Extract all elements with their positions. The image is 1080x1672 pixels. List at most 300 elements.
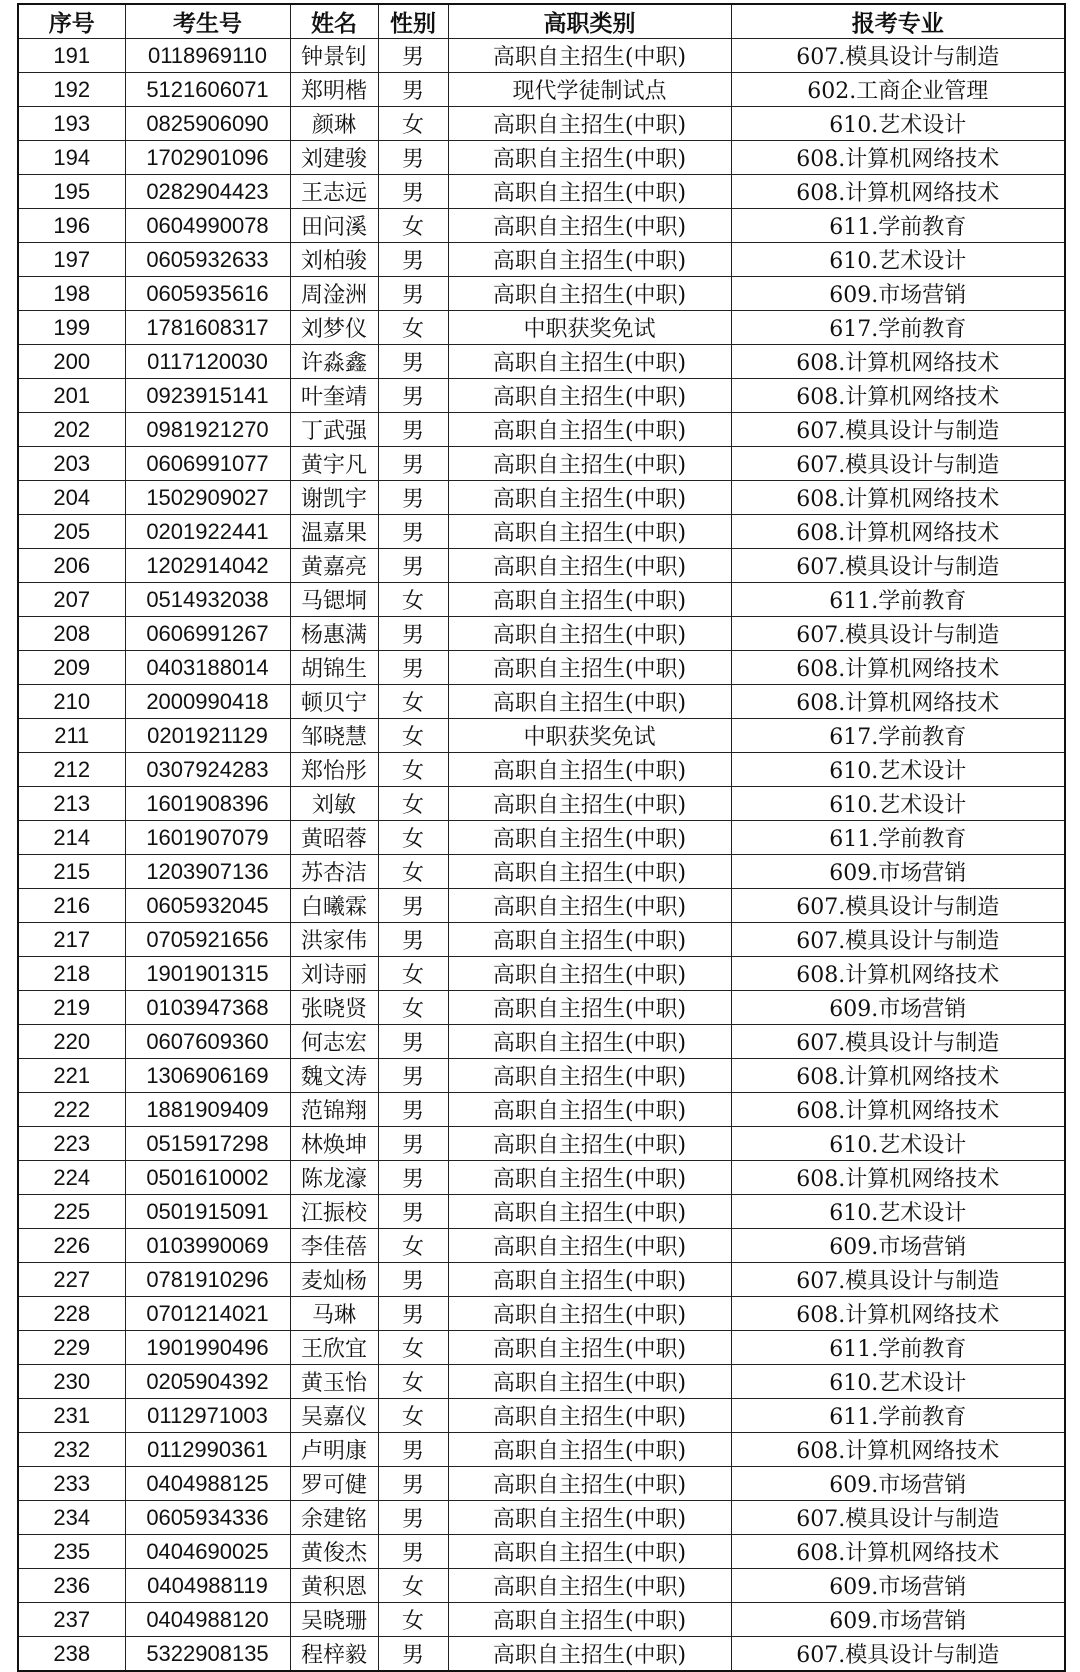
cell-serial: 228 bbox=[18, 1297, 125, 1331]
cell-serial: 227 bbox=[18, 1263, 125, 1297]
cell-name: 郑明楷 bbox=[290, 73, 378, 107]
cell-exam-number: 0515917298 bbox=[125, 1127, 290, 1161]
cell-name: 白曦霖 bbox=[290, 889, 378, 923]
table-row bbox=[18, 1127, 1065, 1161]
cell-exam-number: 0825906090 bbox=[125, 107, 290, 141]
cell-major: 602.工商企业管理 bbox=[731, 73, 1065, 107]
cell-exam-number: 0282904423 bbox=[125, 175, 290, 209]
table-row bbox=[18, 957, 1065, 991]
cell-major: 608.计算机网络技术 bbox=[731, 515, 1065, 549]
cell-category: 高职自主招生(中职) bbox=[448, 481, 731, 515]
cell-category: 高职自主招生(中职) bbox=[448, 1603, 731, 1637]
cell-serial: 191 bbox=[18, 39, 125, 73]
cell-exam-number: 0201922441 bbox=[125, 515, 290, 549]
cell-exam-number: 1202914042 bbox=[125, 549, 290, 583]
cell-serial: 213 bbox=[18, 787, 125, 821]
cell-exam-number: 0501610002 bbox=[125, 1161, 290, 1195]
cell-serial: 217 bbox=[18, 923, 125, 957]
cell-name: 刘敏 bbox=[290, 787, 378, 821]
cell-major: 608.计算机网络技术 bbox=[731, 1161, 1065, 1195]
cell-name: 魏文涛 bbox=[290, 1059, 378, 1093]
cell-major: 607.模具设计与制造 bbox=[731, 39, 1065, 73]
cell-major: 608.计算机网络技术 bbox=[731, 1093, 1065, 1127]
table-row bbox=[18, 1025, 1065, 1059]
cell-category: 高职自主招生(中职) bbox=[448, 1127, 731, 1161]
cell-name: 刘柏骏 bbox=[290, 243, 378, 277]
cell-exam-number: 0604990078 bbox=[125, 209, 290, 243]
cell-major: 607.模具设计与制造 bbox=[731, 447, 1065, 481]
cell-serial: 218 bbox=[18, 957, 125, 991]
cell-major: 610.艺术设计 bbox=[731, 107, 1065, 141]
table-row bbox=[18, 719, 1065, 753]
table-row bbox=[18, 889, 1065, 923]
cell-serial: 193 bbox=[18, 107, 125, 141]
cell-major: 610.艺术设计 bbox=[731, 753, 1065, 787]
cell-gender: 男 bbox=[378, 1025, 448, 1059]
cell-serial: 210 bbox=[18, 685, 125, 719]
table-row bbox=[18, 651, 1065, 685]
cell-gender: 男 bbox=[378, 515, 448, 549]
header-category: 高职类别 bbox=[448, 4, 731, 39]
cell-category: 高职自主招生(中职) bbox=[448, 957, 731, 991]
cell-serial: 232 bbox=[18, 1433, 125, 1467]
cell-major: 610.艺术设计 bbox=[731, 1365, 1065, 1399]
cell-gender: 女 bbox=[378, 1331, 448, 1365]
table-row bbox=[18, 1603, 1065, 1637]
cell-major: 608.计算机网络技术 bbox=[731, 141, 1065, 175]
header-major: 报考专业 bbox=[731, 4, 1065, 39]
cell-gender: 男 bbox=[378, 243, 448, 277]
cell-category: 高职自主招生(中职) bbox=[448, 1637, 731, 1672]
table-row bbox=[18, 39, 1065, 73]
cell-name: 黄俊杰 bbox=[290, 1535, 378, 1569]
table-row bbox=[18, 107, 1065, 141]
cell-category: 高职自主招生(中职) bbox=[448, 447, 731, 481]
cell-category: 高职自主招生(中职) bbox=[448, 583, 731, 617]
cell-major: 607.模具设计与制造 bbox=[731, 923, 1065, 957]
cell-serial: 230 bbox=[18, 1365, 125, 1399]
cell-gender: 男 bbox=[378, 413, 448, 447]
cell-exam-number: 0205904392 bbox=[125, 1365, 290, 1399]
table-row bbox=[18, 345, 1065, 379]
cell-gender: 女 bbox=[378, 719, 448, 753]
table-row bbox=[18, 821, 1065, 855]
cell-gender: 女 bbox=[378, 311, 448, 345]
cell-exam-number: 0117120030 bbox=[125, 345, 290, 379]
cell-name: 卢明康 bbox=[290, 1433, 378, 1467]
table-row bbox=[18, 1569, 1065, 1603]
cell-gender: 女 bbox=[378, 685, 448, 719]
table-body bbox=[18, 39, 1065, 1672]
cell-major: 607.模具设计与制造 bbox=[731, 1637, 1065, 1672]
cell-name: 黄宇凡 bbox=[290, 447, 378, 481]
cell-gender: 男 bbox=[378, 1059, 448, 1093]
cell-serial: 200 bbox=[18, 345, 125, 379]
table-row bbox=[18, 379, 1065, 413]
cell-name: 罗可健 bbox=[290, 1467, 378, 1501]
cell-category: 高职自主招生(中职) bbox=[448, 991, 731, 1025]
cell-category: 高职自主招生(中职) bbox=[448, 1059, 731, 1093]
cell-exam-number: 0103990069 bbox=[125, 1229, 290, 1263]
cell-name: 吴晓珊 bbox=[290, 1603, 378, 1637]
cell-serial: 206 bbox=[18, 549, 125, 583]
table-row bbox=[18, 855, 1065, 889]
cell-serial: 207 bbox=[18, 583, 125, 617]
cell-serial: 238 bbox=[18, 1637, 125, 1672]
table-row bbox=[18, 1637, 1065, 1672]
cell-category: 中职获奖免试 bbox=[448, 311, 731, 345]
cell-serial: 192 bbox=[18, 73, 125, 107]
cell-serial: 216 bbox=[18, 889, 125, 923]
cell-name: 王欣宜 bbox=[290, 1331, 378, 1365]
cell-gender: 男 bbox=[378, 379, 448, 413]
header-name: 姓名 bbox=[290, 4, 378, 39]
cell-serial: 195 bbox=[18, 175, 125, 209]
cell-gender: 男 bbox=[378, 549, 448, 583]
cell-exam-number: 0701214021 bbox=[125, 1297, 290, 1331]
cell-category: 高职自主招生(中职) bbox=[448, 1161, 731, 1195]
cell-serial: 215 bbox=[18, 855, 125, 889]
cell-gender: 男 bbox=[378, 1263, 448, 1297]
table-row bbox=[18, 1433, 1065, 1467]
cell-name: 王志远 bbox=[290, 175, 378, 209]
cell-exam-number: 1601907079 bbox=[125, 821, 290, 855]
table-row bbox=[18, 1501, 1065, 1535]
table-row bbox=[18, 209, 1065, 243]
cell-serial: 202 bbox=[18, 413, 125, 447]
cell-gender: 女 bbox=[378, 1365, 448, 1399]
cell-exam-number: 0705921656 bbox=[125, 923, 290, 957]
cell-exam-number: 0404690025 bbox=[125, 1535, 290, 1569]
cell-exam-number: 1781608317 bbox=[125, 311, 290, 345]
cell-exam-number: 0307924283 bbox=[125, 753, 290, 787]
cell-category: 高职自主招生(中职) bbox=[448, 787, 731, 821]
cell-category: 高职自主招生(中职) bbox=[448, 1501, 731, 1535]
cell-category: 高职自主招生(中职) bbox=[448, 889, 731, 923]
cell-name: 张晓贤 bbox=[290, 991, 378, 1025]
cell-serial: 211 bbox=[18, 719, 125, 753]
cell-serial: 204 bbox=[18, 481, 125, 515]
cell-major: 610.艺术设计 bbox=[731, 1195, 1065, 1229]
cell-serial: 205 bbox=[18, 515, 125, 549]
cell-serial: 226 bbox=[18, 1229, 125, 1263]
cell-exam-number: 0981921270 bbox=[125, 413, 290, 447]
cell-gender: 男 bbox=[378, 1637, 448, 1672]
table-row bbox=[18, 311, 1065, 345]
cell-name: 陈龙濠 bbox=[290, 1161, 378, 1195]
cell-exam-number: 0514932038 bbox=[125, 583, 290, 617]
cell-gender: 男 bbox=[378, 447, 448, 481]
table-row bbox=[18, 1399, 1065, 1433]
cell-category: 高职自主招生(中职) bbox=[448, 617, 731, 651]
cell-gender: 女 bbox=[378, 1569, 448, 1603]
cell-major: 608.计算机网络技术 bbox=[731, 1297, 1065, 1331]
cell-name: 林焕坤 bbox=[290, 1127, 378, 1161]
cell-exam-number: 1881909409 bbox=[125, 1093, 290, 1127]
cell-exam-number: 0605932633 bbox=[125, 243, 290, 277]
cell-major: 609.市场营销 bbox=[731, 1229, 1065, 1263]
cell-gender: 女 bbox=[378, 1229, 448, 1263]
cell-exam-number: 0403188014 bbox=[125, 651, 290, 685]
cell-exam-number: 0404988119 bbox=[125, 1569, 290, 1603]
cell-exam-number: 0118969110 bbox=[125, 39, 290, 73]
cell-exam-number: 0404988120 bbox=[125, 1603, 290, 1637]
cell-category: 高职自主招生(中职) bbox=[448, 753, 731, 787]
cell-category: 高职自主招生(中职) bbox=[448, 1297, 731, 1331]
table-row bbox=[18, 583, 1065, 617]
table-row bbox=[18, 549, 1065, 583]
table-row bbox=[18, 481, 1065, 515]
cell-major: 611.学前教育 bbox=[731, 209, 1065, 243]
header-row bbox=[18, 4, 1065, 39]
cell-gender: 女 bbox=[378, 209, 448, 243]
cell-serial: 236 bbox=[18, 1569, 125, 1603]
cell-category: 高职自主招生(中职) bbox=[448, 345, 731, 379]
cell-serial: 229 bbox=[18, 1331, 125, 1365]
cell-major: 608.计算机网络技术 bbox=[731, 651, 1065, 685]
cell-category: 高职自主招生(中职) bbox=[448, 1195, 731, 1229]
cell-major: 607.模具设计与制造 bbox=[731, 1025, 1065, 1059]
cell-category: 高职自主招生(中职) bbox=[448, 1535, 731, 1569]
table-row bbox=[18, 243, 1065, 277]
cell-gender: 男 bbox=[378, 345, 448, 379]
table-row bbox=[18, 1093, 1065, 1127]
cell-serial: 209 bbox=[18, 651, 125, 685]
cell-category: 高职自主招生(中职) bbox=[448, 39, 731, 73]
cell-name: 黄积恩 bbox=[290, 1569, 378, 1603]
cell-name: 顿贝宁 bbox=[290, 685, 378, 719]
cell-exam-number: 0501915091 bbox=[125, 1195, 290, 1229]
cell-major: 608.计算机网络技术 bbox=[731, 685, 1065, 719]
cell-exam-number: 0103947368 bbox=[125, 991, 290, 1025]
cell-serial: 234 bbox=[18, 1501, 125, 1535]
cell-major: 608.计算机网络技术 bbox=[731, 1535, 1065, 1569]
cell-gender: 男 bbox=[378, 1195, 448, 1229]
cell-serial: 233 bbox=[18, 1467, 125, 1501]
cell-gender: 男 bbox=[378, 175, 448, 209]
cell-gender: 男 bbox=[378, 889, 448, 923]
cell-category: 高职自主招生(中职) bbox=[448, 1433, 731, 1467]
cell-category: 高职自主招生(中职) bbox=[448, 1569, 731, 1603]
cell-category: 高职自主招生(中职) bbox=[448, 243, 731, 277]
cell-major: 608.计算机网络技术 bbox=[731, 379, 1065, 413]
cell-category: 高职自主招生(中职) bbox=[448, 1093, 731, 1127]
cell-exam-number: 0404988125 bbox=[125, 1467, 290, 1501]
cell-name: 刘诗丽 bbox=[290, 957, 378, 991]
cell-exam-number: 1306906169 bbox=[125, 1059, 290, 1093]
cell-serial: 225 bbox=[18, 1195, 125, 1229]
cell-exam-number: 1502909027 bbox=[125, 481, 290, 515]
cell-category: 高职自主招生(中职) bbox=[448, 651, 731, 685]
cell-serial: 231 bbox=[18, 1399, 125, 1433]
cell-exam-number: 1901901315 bbox=[125, 957, 290, 991]
cell-name: 马琳 bbox=[290, 1297, 378, 1331]
cell-name: 刘梦仪 bbox=[290, 311, 378, 345]
cell-name: 麦灿杨 bbox=[290, 1263, 378, 1297]
cell-name: 胡锦生 bbox=[290, 651, 378, 685]
cell-gender: 男 bbox=[378, 1127, 448, 1161]
cell-name: 周淦洲 bbox=[290, 277, 378, 311]
cell-major: 608.计算机网络技术 bbox=[731, 1433, 1065, 1467]
cell-category: 高职自主招生(中职) bbox=[448, 107, 731, 141]
cell-exam-number: 1601908396 bbox=[125, 787, 290, 821]
cell-serial: 203 bbox=[18, 447, 125, 481]
cell-exam-number: 1901990496 bbox=[125, 1331, 290, 1365]
table-row bbox=[18, 277, 1065, 311]
cell-exam-number: 0923915141 bbox=[125, 379, 290, 413]
cell-gender: 女 bbox=[378, 821, 448, 855]
cell-major: 611.学前教育 bbox=[731, 583, 1065, 617]
header-gender: 性别 bbox=[378, 4, 448, 39]
cell-gender: 女 bbox=[378, 753, 448, 787]
cell-major: 611.学前教育 bbox=[731, 1399, 1065, 1433]
cell-major: 609.市场营销 bbox=[731, 991, 1065, 1025]
cell-major: 607.模具设计与制造 bbox=[731, 413, 1065, 447]
cell-gender: 女 bbox=[378, 991, 448, 1025]
cell-category: 高职自主招生(中职) bbox=[448, 1025, 731, 1059]
cell-major: 607.模具设计与制造 bbox=[731, 1263, 1065, 1297]
header-exam-number: 考生号 bbox=[125, 4, 290, 39]
table-row bbox=[18, 991, 1065, 1025]
cell-category: 高职自主招生(中职) bbox=[448, 175, 731, 209]
table-row bbox=[18, 1161, 1065, 1195]
cell-category: 高职自主招生(中职) bbox=[448, 685, 731, 719]
cell-name: 温嘉果 bbox=[290, 515, 378, 549]
table-row bbox=[18, 413, 1065, 447]
table-row bbox=[18, 685, 1065, 719]
cell-exam-number: 5121606071 bbox=[125, 73, 290, 107]
cell-category: 高职自主招生(中职) bbox=[448, 923, 731, 957]
cell-serial: 220 bbox=[18, 1025, 125, 1059]
cell-category: 高职自主招生(中职) bbox=[448, 379, 731, 413]
cell-exam-number: 0112971003 bbox=[125, 1399, 290, 1433]
cell-name: 黄玉怡 bbox=[290, 1365, 378, 1399]
cell-category: 高职自主招生(中职) bbox=[448, 855, 731, 889]
header-serial: 序号 bbox=[18, 4, 125, 39]
cell-name: 余建铭 bbox=[290, 1501, 378, 1535]
table-row bbox=[18, 447, 1065, 481]
cell-gender: 男 bbox=[378, 39, 448, 73]
cell-major: 609.市场营销 bbox=[731, 277, 1065, 311]
cell-category: 高职自主招生(中职) bbox=[448, 821, 731, 855]
table-row bbox=[18, 923, 1065, 957]
cell-exam-number: 0112990361 bbox=[125, 1433, 290, 1467]
cell-major: 608.计算机网络技术 bbox=[731, 175, 1065, 209]
cell-serial: 199 bbox=[18, 311, 125, 345]
admission-roster-table bbox=[17, 3, 1066, 1672]
cell-major: 610.艺术设计 bbox=[731, 1127, 1065, 1161]
cell-name: 杨惠满 bbox=[290, 617, 378, 651]
table-row bbox=[18, 1263, 1065, 1297]
cell-gender: 男 bbox=[378, 141, 448, 175]
cell-name: 叶奎靖 bbox=[290, 379, 378, 413]
cell-serial: 219 bbox=[18, 991, 125, 1025]
table-row bbox=[18, 1331, 1065, 1365]
table-row bbox=[18, 141, 1065, 175]
table-row bbox=[18, 1365, 1065, 1399]
cell-gender: 女 bbox=[378, 583, 448, 617]
cell-category: 高职自主招生(中职) bbox=[448, 1263, 731, 1297]
cell-category: 高职自主招生(中职) bbox=[448, 1331, 731, 1365]
cell-category: 高职自主招生(中职) bbox=[448, 1229, 731, 1263]
cell-gender: 女 bbox=[378, 1603, 448, 1637]
cell-serial: 208 bbox=[18, 617, 125, 651]
cell-major: 610.艺术设计 bbox=[731, 243, 1065, 277]
cell-exam-number: 0607609360 bbox=[125, 1025, 290, 1059]
cell-name: 何志宏 bbox=[290, 1025, 378, 1059]
table-row bbox=[18, 515, 1065, 549]
cell-serial: 221 bbox=[18, 1059, 125, 1093]
cell-major: 617.学前教育 bbox=[731, 719, 1065, 753]
cell-category: 高职自主招生(中职) bbox=[448, 515, 731, 549]
cell-exam-number: 1702901096 bbox=[125, 141, 290, 175]
cell-name: 马锶垌 bbox=[290, 583, 378, 617]
cell-name: 李佳蓓 bbox=[290, 1229, 378, 1263]
cell-gender: 男 bbox=[378, 1433, 448, 1467]
cell-exam-number: 2000990418 bbox=[125, 685, 290, 719]
table-row bbox=[18, 1535, 1065, 1569]
cell-major: 608.计算机网络技术 bbox=[731, 957, 1065, 991]
cell-exam-number: 0605934336 bbox=[125, 1501, 290, 1535]
table-row bbox=[18, 1195, 1065, 1229]
cell-serial: 237 bbox=[18, 1603, 125, 1637]
table-row bbox=[18, 175, 1065, 209]
cell-serial: 214 bbox=[18, 821, 125, 855]
cell-major: 609.市场营销 bbox=[731, 855, 1065, 889]
cell-name: 程梓毅 bbox=[290, 1637, 378, 1672]
cell-major: 608.计算机网络技术 bbox=[731, 345, 1065, 379]
cell-exam-number: 5322908135 bbox=[125, 1637, 290, 1672]
cell-gender: 男 bbox=[378, 617, 448, 651]
cell-exam-number: 0606991077 bbox=[125, 447, 290, 481]
cell-exam-number: 0605932045 bbox=[125, 889, 290, 923]
cell-gender: 男 bbox=[378, 1501, 448, 1535]
cell-major: 609.市场营销 bbox=[731, 1569, 1065, 1603]
cell-category: 中职获奖免试 bbox=[448, 719, 731, 753]
cell-major: 609.市场营销 bbox=[731, 1467, 1065, 1501]
cell-major: 607.模具设计与制造 bbox=[731, 549, 1065, 583]
table-row bbox=[18, 1297, 1065, 1331]
cell-name: 刘建骏 bbox=[290, 141, 378, 175]
cell-serial: 197 bbox=[18, 243, 125, 277]
table-row bbox=[18, 787, 1065, 821]
cell-gender: 男 bbox=[378, 481, 448, 515]
cell-gender: 女 bbox=[378, 107, 448, 141]
cell-name: 许淼鑫 bbox=[290, 345, 378, 379]
cell-name: 丁武强 bbox=[290, 413, 378, 447]
cell-major: 611.学前教育 bbox=[731, 1331, 1065, 1365]
cell-gender: 女 bbox=[378, 957, 448, 991]
cell-gender: 男 bbox=[378, 1467, 448, 1501]
cell-name: 颜琳 bbox=[290, 107, 378, 141]
cell-major: 607.模具设计与制造 bbox=[731, 1501, 1065, 1535]
cell-major: 610.艺术设计 bbox=[731, 787, 1065, 821]
cell-gender: 男 bbox=[378, 1161, 448, 1195]
cell-gender: 男 bbox=[378, 73, 448, 107]
cell-name: 田问溪 bbox=[290, 209, 378, 243]
cell-major: 608.计算机网络技术 bbox=[731, 1059, 1065, 1093]
cell-gender: 女 bbox=[378, 787, 448, 821]
cell-major: 607.模具设计与制造 bbox=[731, 617, 1065, 651]
cell-serial: 196 bbox=[18, 209, 125, 243]
cell-name: 郑怡彤 bbox=[290, 753, 378, 787]
cell-category: 高职自主招生(中职) bbox=[448, 277, 731, 311]
cell-major: 611.学前教育 bbox=[731, 821, 1065, 855]
table-row bbox=[18, 753, 1065, 787]
cell-serial: 223 bbox=[18, 1127, 125, 1161]
cell-major: 609.市场营销 bbox=[731, 1603, 1065, 1637]
cell-exam-number: 1203907136 bbox=[125, 855, 290, 889]
